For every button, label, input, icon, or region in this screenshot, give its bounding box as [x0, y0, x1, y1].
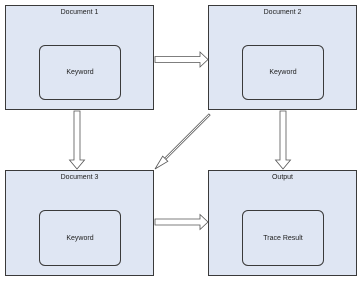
arrow-doc3-to-output	[155, 215, 208, 230]
arrow-doc2-to-output	[276, 111, 291, 169]
document-3-keyword-box: Keyword	[39, 210, 121, 266]
document-1-keyword-box: Keyword	[39, 45, 121, 100]
trace-result-box: Trace Result	[242, 210, 324, 266]
arrow-doc1-to-doc2	[155, 52, 208, 67]
document-3-title: Document 3	[60, 174, 99, 181]
arrow-doc1-to-doc3	[70, 111, 85, 169]
document-2-keyword-box: Keyword	[242, 45, 324, 100]
document-2-title: Document 2	[263, 9, 302, 16]
arrow-doc2-to-doc3	[155, 114, 210, 169]
document-1-title: Document 1	[60, 9, 99, 16]
output-title: Output	[271, 174, 293, 181]
